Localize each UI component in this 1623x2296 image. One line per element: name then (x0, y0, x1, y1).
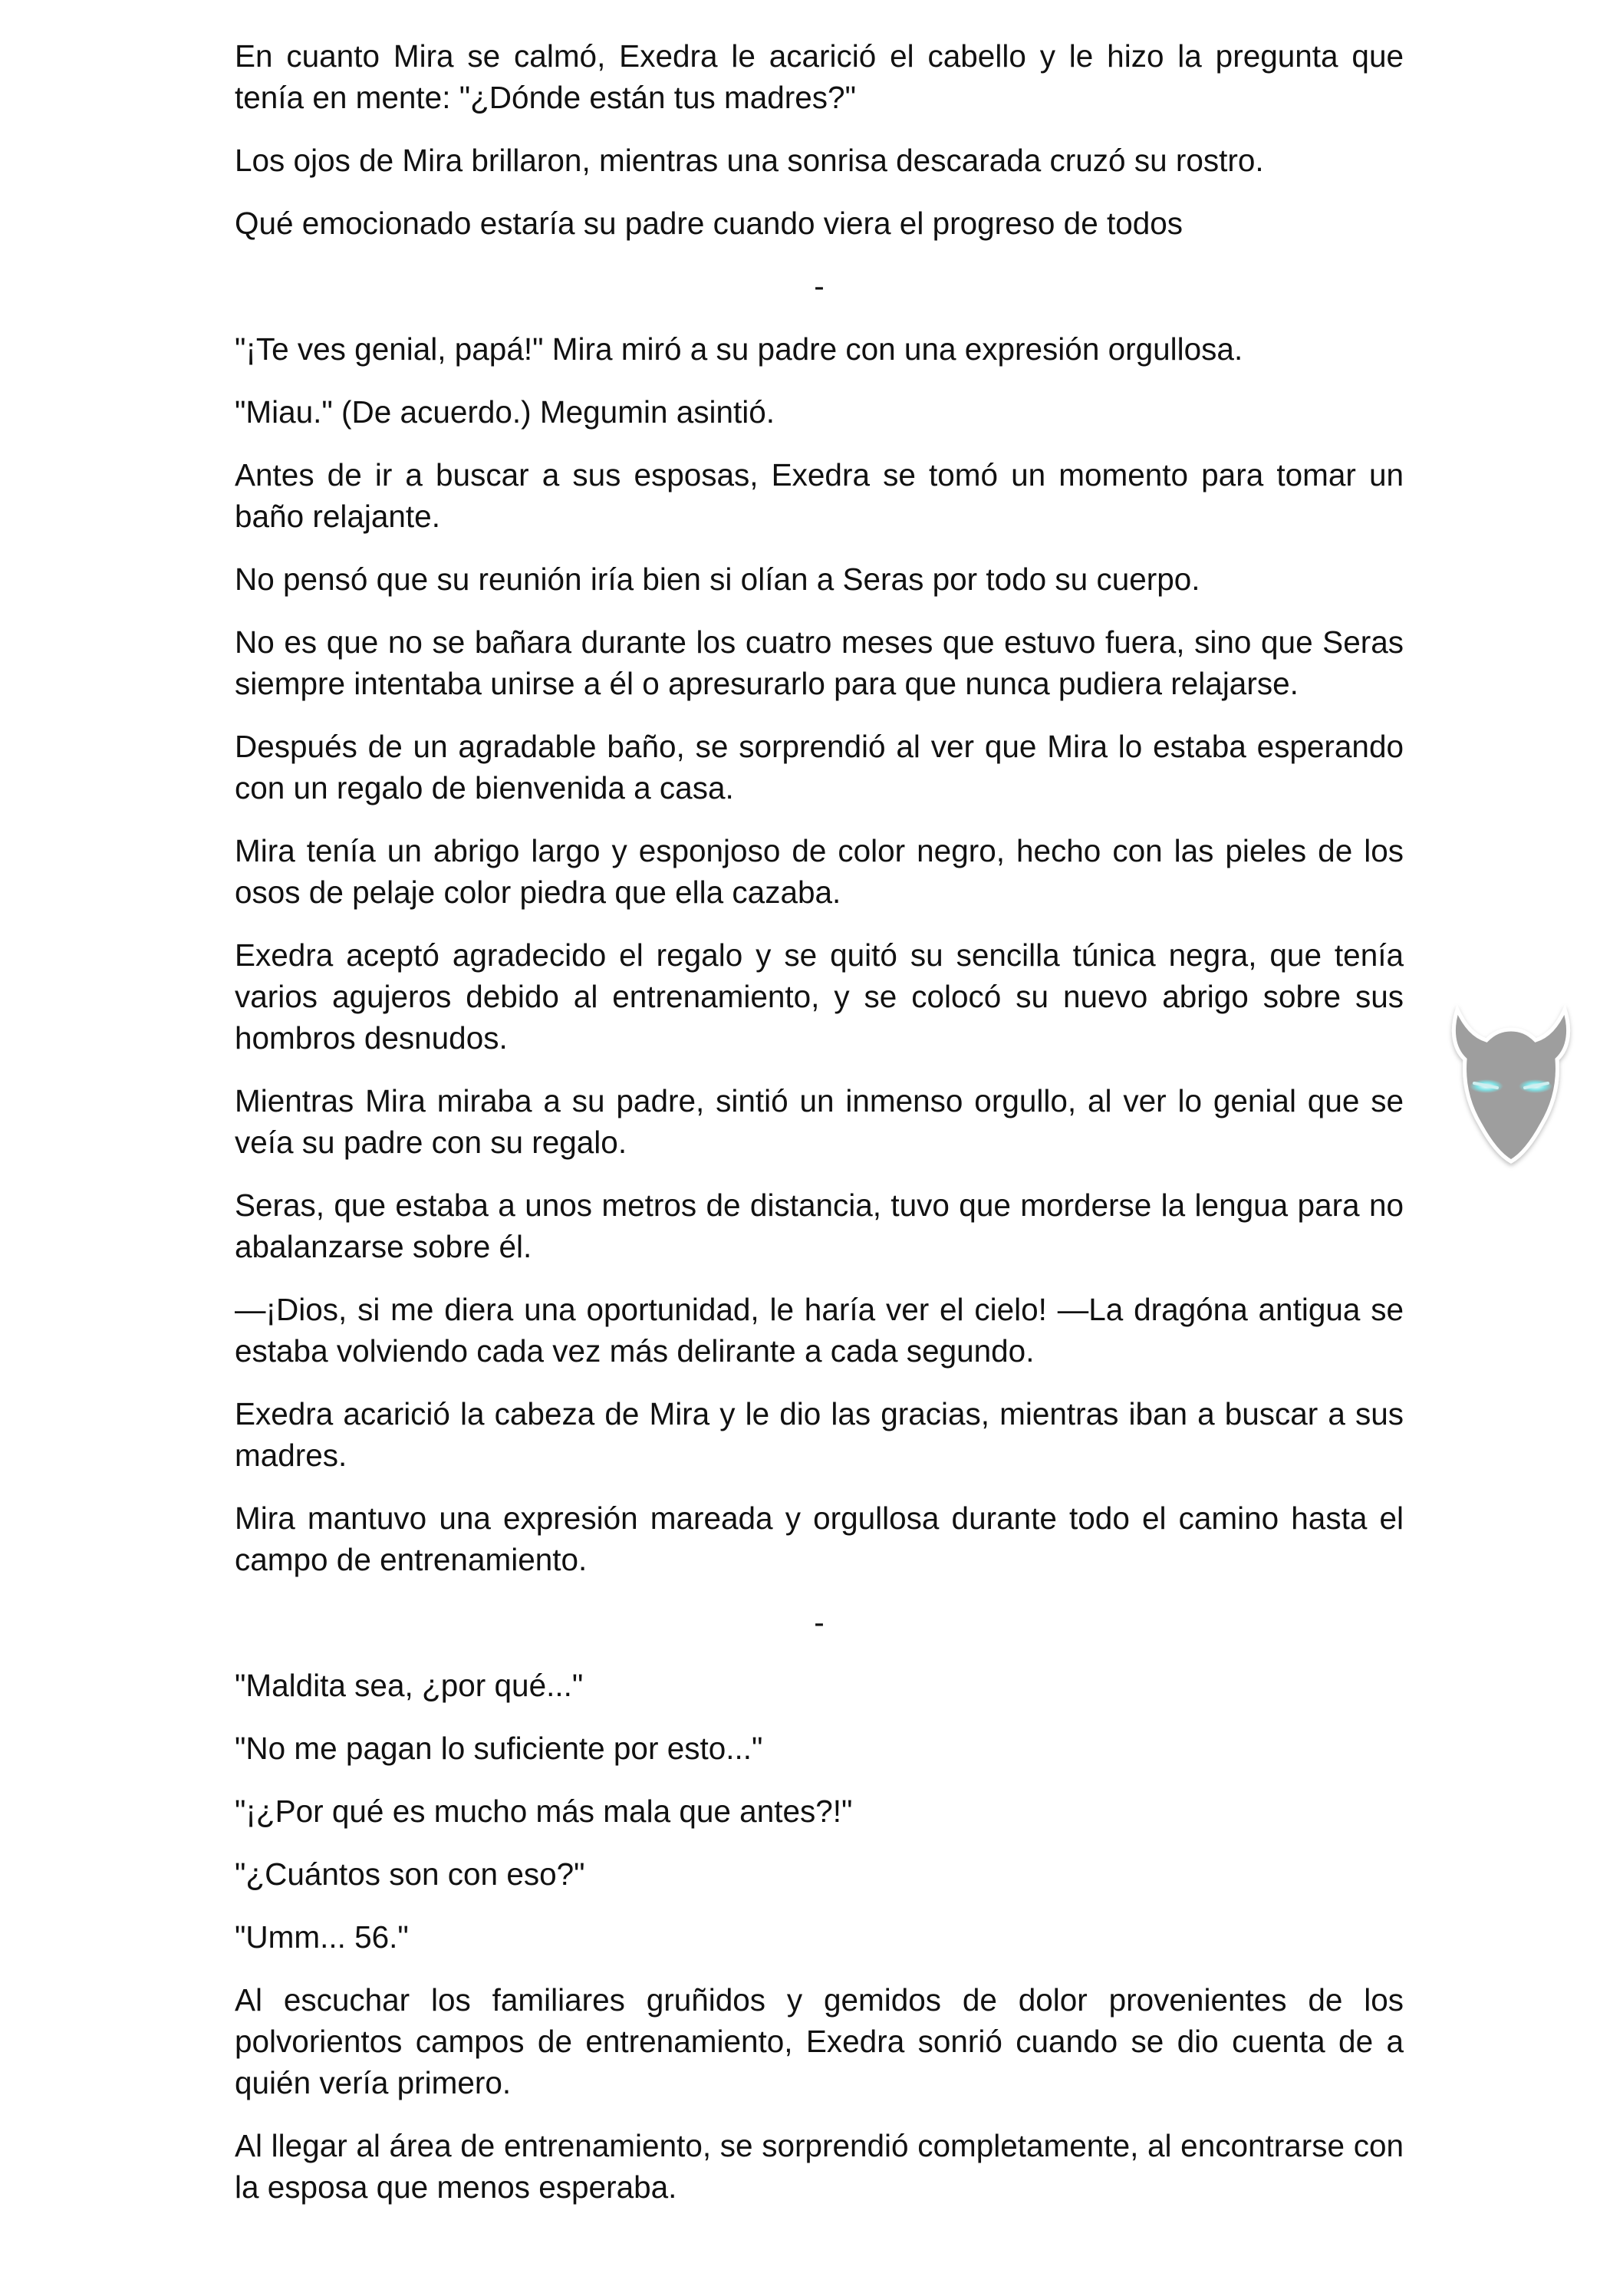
paragraph: "¡¿Por qué es mucho más mala que antes?!" (235, 1794, 853, 1829)
paragraph: Antes de ir a buscar a sus esposas, Exedra se tomó un momento para tomar un baño relajante. (235, 457, 1404, 534)
paragraph: Exedra aceptó agradecido el regalo y se quitó su sencilla túnica negra, que tenía varios agujeros debido al entrenamiento, y se colocó su nuevo abrigo sobre sus hombros desnudos. (235, 937, 1404, 1056)
paragraph: Mira tenía un abrigo largo y esponjoso de color negro, hecho con las pieles de los osos de pelaje color piedra que ella cazaba. (235, 833, 1404, 910)
paragraph: "Maldita sea, ¿por qué..." (235, 1668, 584, 1703)
demon-head-icon (1434, 994, 1588, 1171)
paragraph: "Miau." (De acuerdo.) Megumin asintió. (235, 394, 775, 430)
paragraph: No pensó que su reunión iría bien si olían a Seras por todo su cuerpo. (235, 562, 1200, 597)
paragraph: "¡Te ves genial, papá!" Mira miró a su padre con una expresión orgullosa. (235, 331, 1243, 367)
paragraph: —¡Dios, si me diera una oportunidad, le haría ver el cielo! —La dragóna antigua se estaba volviendo cada vez más delirante a cada segundo. (235, 1292, 1404, 1369)
paragraph: "No me pagan lo suficiente por esto..." (235, 1731, 763, 1766)
paragraph: "¿Cuántos son con eso?" (235, 1856, 585, 1892)
paragraph: Mientras Mira miraba a su padre, sintió un inmenso orgullo, al ver lo genial que se veía su padre con su regalo. (235, 1083, 1404, 1160)
paragraph: "Umm... 56." (235, 1919, 409, 1955)
paragraph: Qué emocionado estaría su padre cuando viera el progreso de todos (235, 206, 1184, 241)
paragraph: Exedra acarició la cabeza de Mira y le dio las gracias, mientras iban a buscar a sus madres. (235, 1396, 1404, 1473)
section-separator: - (814, 268, 825, 304)
paragraph: Los ojos de Mira brillaron, mientras una sonrisa descarada cruzó su rostro. (235, 143, 1264, 178)
paragraph: Mira mantuvo una expresión mareada y orgullosa durante todo el camino hasta el campo de entrenamiento. (235, 1500, 1404, 1577)
paragraph: En cuanto Mira se calmó, Exedra le acarició el cabello y le hizo la pregunta que tenía en mente: "¿Dónde están tus madres?" (235, 38, 1404, 115)
document-body (235, 35, 1404, 2229)
paragraph: Seras, que estaba a unos metros de distancia, tuvo que morderse la lengua para no abalanzarse sobre él. (235, 1188, 1404, 1264)
section-separator: - (814, 1605, 825, 1640)
paragraph: Al escuchar los familiares gruñidos y gemidos de dolor provenientes de los polvorientos campos de entrenamiento, Exedra sonrió cuando se dio cuenta de a quién vería primero. (235, 1982, 1404, 2100)
paragraph: Al llegar al área de entrenamiento, se sorprendió completamente, al encontrarse con la esposa que menos esperaba. (235, 2128, 1404, 2205)
paragraph: Después de un agradable baño, se sorprendió al ver que Mira lo estaba esperando con un regalo de bienvenida a casa. (235, 729, 1404, 805)
paragraph: No es que no se bañara durante los cuatro meses que estuvo fuera, sino que Seras siempre intentaba unirse a él o apresurarlo para que nunca pudiera relajarse. (235, 624, 1404, 701)
